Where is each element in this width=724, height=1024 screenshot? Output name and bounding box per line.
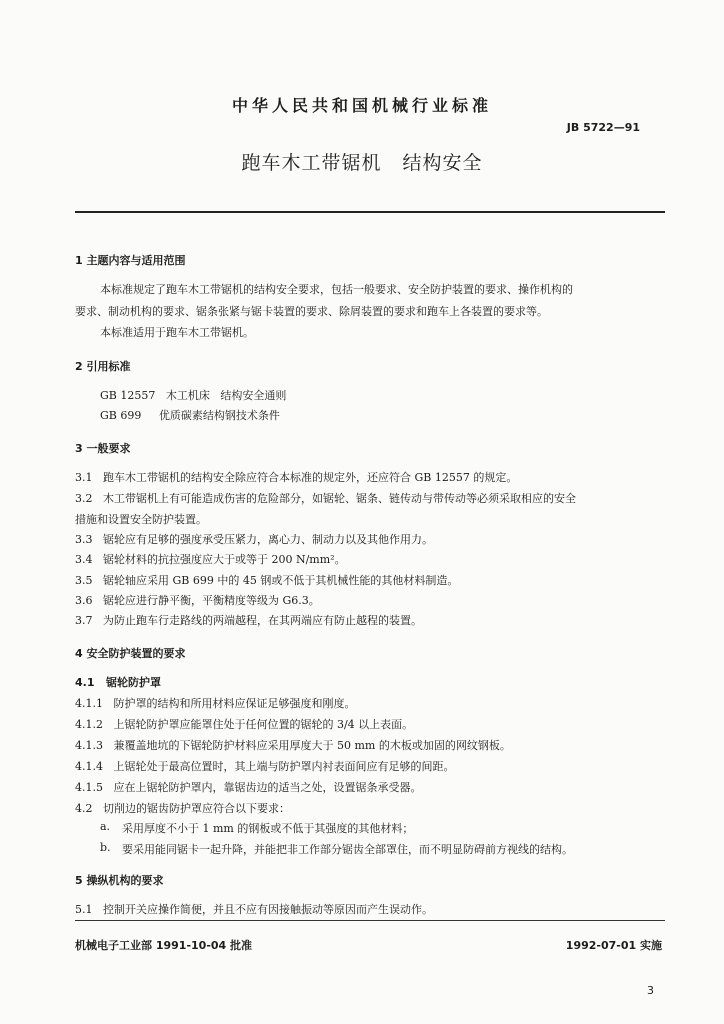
page-number: 3 bbox=[647, 984, 654, 997]
clause-5-1: 5.1 控制开关应操作简便，并且不应有因接触振动等原因而产生误动作。 bbox=[75, 903, 433, 916]
list-item-label-a: a. bbox=[100, 820, 111, 833]
document-title: 跑车木工带锯机 结构安全 bbox=[241, 152, 483, 174]
list-item-b: 要采用能同锯卡一起升降，并能把非工作部分锯齿全部罩住，而不明显防碍前方视线的结构。 bbox=[122, 843, 573, 856]
clause-4-1-3: 4.1.3 兼覆盖地坑的下锯轮防护材料应采用厚度大于 50 mm 的木板或加固的网纹钢板。 bbox=[75, 739, 511, 752]
clause-3-1: 3.1 跑车木工带锯机的结构安全除应符合本标准的规定外，还应符合 GB 12557 的规定。 bbox=[75, 471, 518, 484]
clause-3-2-continuation: 措施和设置安全防护装置。 bbox=[75, 513, 207, 526]
section-3-heading: 3 一般要求 bbox=[75, 442, 131, 455]
standard-number: JB 5722—91 bbox=[566, 121, 640, 134]
clause-3-6: 3.6 锯轮应进行静平衡，平衡精度等级为 G6.3。 bbox=[75, 594, 320, 607]
clause-3-2: 3.2 木工带锯机上有可能造成伤害的危险部分，如锯轮、锯条、链传动与带传动等必须采取相应的安全 bbox=[75, 492, 576, 505]
clause-4-1-5: 4.1.5 应在上锯轮防护罩内，靠锯齿边的适当之处，设置锯条承受器。 bbox=[75, 781, 422, 794]
reference-standard-item: GB 12557 木工机床 结构安全通则 bbox=[100, 389, 287, 402]
clause-4-1-2: 4.1.2 上锯轮防护罩应能罩住处于任何位置的锯轮的 3/4 以上表面。 bbox=[75, 718, 414, 731]
clause-4-1-4: 4.1.4 上锯轮处于最高位置时，其上端与防护罩内衬表面间应有足够的间距。 bbox=[75, 760, 455, 773]
header-divider bbox=[75, 211, 665, 213]
clause-3-3: 3.3 锯轮应有足够的强度承受压紧力，离心力、制动力以及其他作用力。 bbox=[75, 533, 433, 546]
implementation-date: 1992-07-01 实施 bbox=[565, 939, 662, 952]
clause-4-2: 4.2 切削边的锯齿防护罩应符合以下要求： bbox=[75, 802, 290, 815]
section-1-scope-line: 本标准适用于跑车木工带锯机。 bbox=[100, 326, 254, 339]
clause-4-1-1: 4.1.1 防护罩的结构和所用材料应保证足够强度和刚度。 bbox=[75, 697, 356, 710]
clause-3-4: 3.4 锯轮材料的抗拉强度应大于或等于 200 N/mm²。 bbox=[75, 553, 346, 566]
section-4-heading: 4 安全防护装置的要求 bbox=[75, 647, 186, 660]
section-1-paragraph-line: 要求、制动机构的要求、锯条张紧与锯卡装置的要求、除屑装置的要求和跑车上各装置的要求等。 bbox=[75, 305, 548, 318]
reference-standard-item: GB 699 优质碳素结构钢技术条件 bbox=[100, 409, 280, 422]
section-5-heading: 5 操纵机构的要求 bbox=[75, 874, 164, 887]
clause-4-1: 4.1 锯轮防护罩 bbox=[75, 676, 161, 689]
standard-category-title: 中华人民共和国机械行业标准 bbox=[231, 96, 492, 115]
list-item-label-b: b. bbox=[100, 841, 111, 854]
section-1-paragraph-line: 本标准规定了跑车木工带锯机的结构安全要求，包括一般要求、安全防护装置的要求、操作机构的 bbox=[100, 283, 573, 296]
footer-divider bbox=[75, 920, 665, 921]
clause-3-5: 3.5 锯轮轴应采用 GB 699 中的 45 钢或不低于其机械性能的其他材料制造。 bbox=[75, 574, 459, 587]
section-1-heading: 1 主题内容与适用范围 bbox=[75, 254, 186, 267]
list-item-a: 采用厚度不小于 1 mm 的钢板或不低于其强度的其他材料； bbox=[122, 822, 414, 835]
clause-3-7: 3.7 为防止跑车行走路线的两端越程，在其两端应有防止越程的装置。 bbox=[75, 614, 422, 627]
approval-date: 机械电子工业部 1991-10-04 批准 bbox=[75, 939, 253, 952]
section-2-heading: 2 引用标准 bbox=[75, 360, 131, 373]
